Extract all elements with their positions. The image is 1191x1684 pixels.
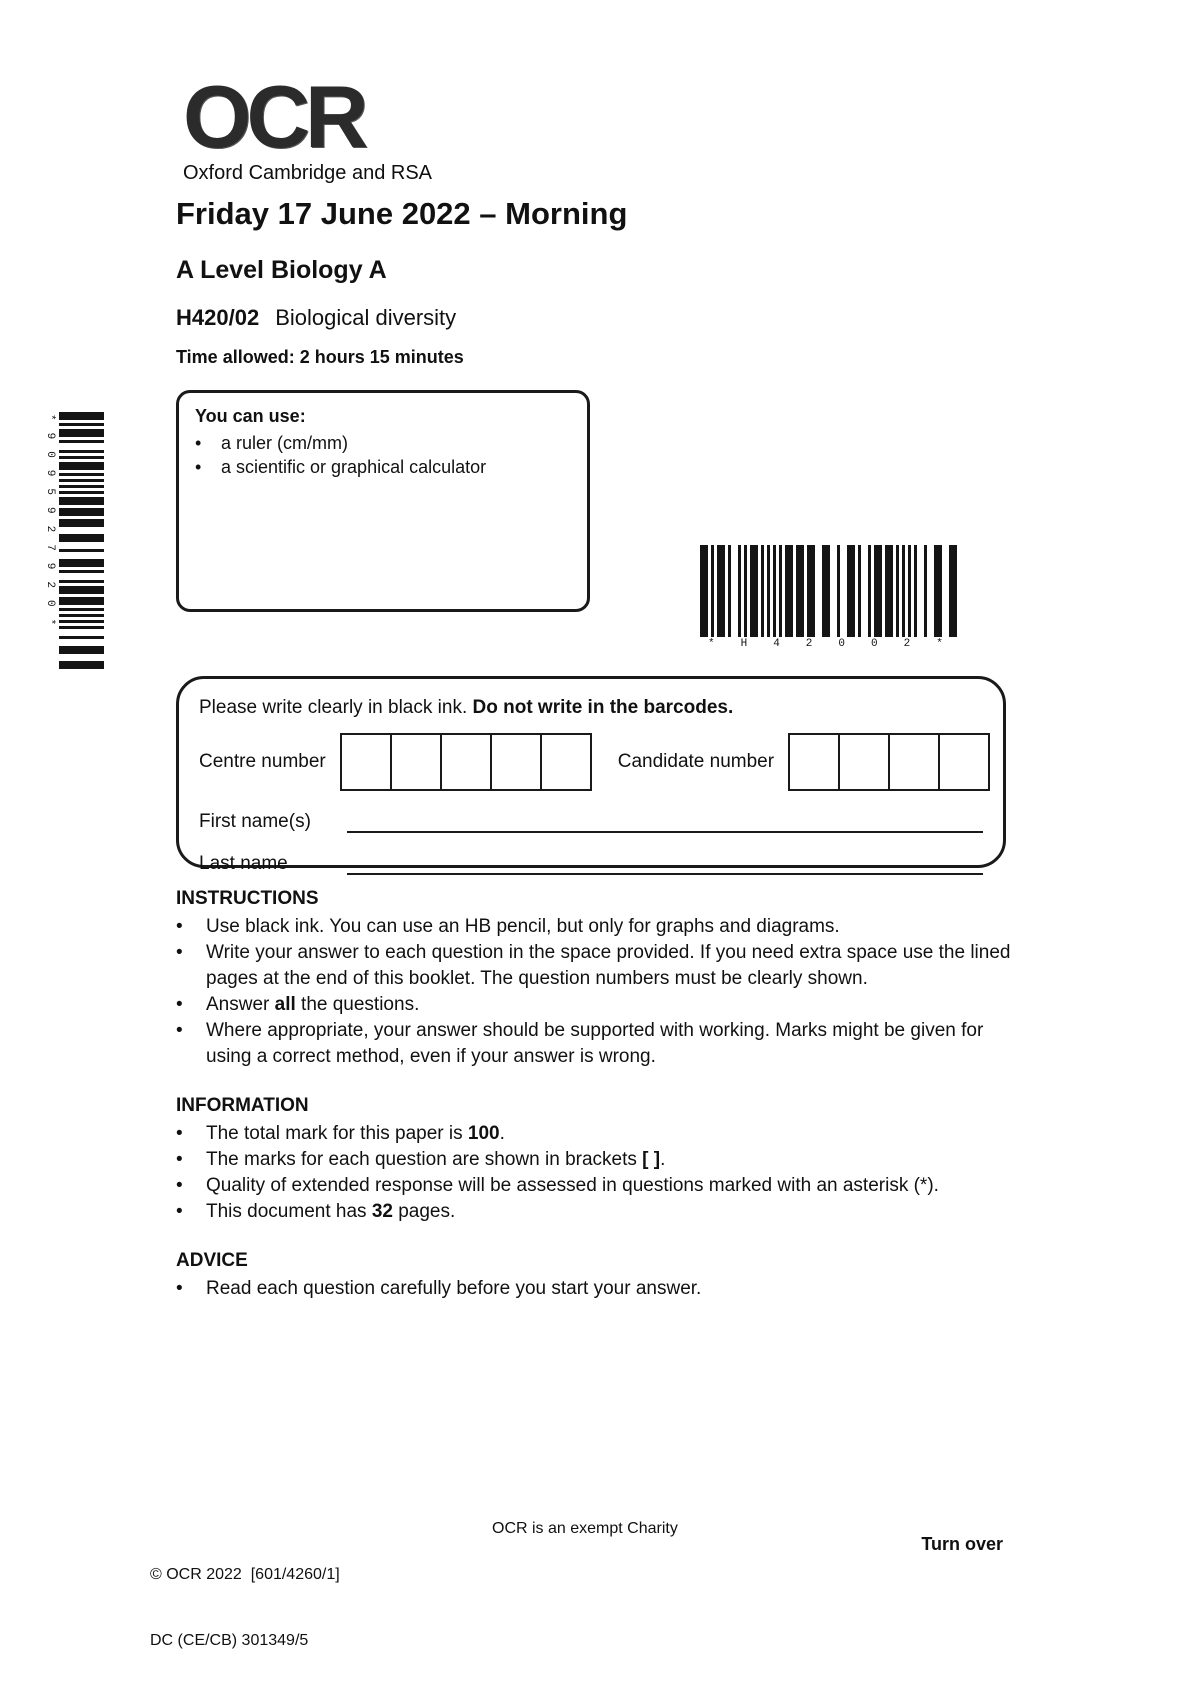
last-name-row — [199, 847, 983, 875]
footer-left — [150, 1520, 340, 1684]
paper-title: Biological diversity — [275, 305, 457, 330]
instructions-heading: INSTRUCTIONS — [176, 888, 319, 909]
list-item — [176, 940, 1016, 992]
list-item-text: a scientific or graphical calculator — [221, 457, 487, 477]
list-item-text: The total mark for this paper is 100. — [206, 1123, 505, 1144]
list-item-text: The marks for each question are shown in brackets [ ]. — [206, 1149, 666, 1170]
bullet-marker: • — [176, 942, 183, 963]
advice-section — [176, 1250, 1016, 1302]
bullet-marker: • — [176, 1149, 183, 1170]
candidate-number-label: Candidate number — [617, 751, 775, 772]
list-item — [176, 1147, 1016, 1173]
paper-code: H420/02 — [176, 305, 260, 330]
bullet-marker: • — [176, 1278, 183, 1299]
footer-copyright: © OCR 2022 [601/4260/1] — [150, 1566, 340, 1583]
first-name-label: First name(s) — [199, 811, 311, 832]
instructions-section — [176, 888, 1016, 1070]
you-can-use-box — [176, 390, 590, 612]
centre-number-cell[interactable] — [390, 733, 442, 791]
front-page-sections — [176, 888, 1016, 1327]
information-section — [176, 1095, 1016, 1225]
bullet-marker: • — [176, 1123, 183, 1144]
last-name-line[interactable] — [347, 847, 983, 875]
ocr-logo — [183, 67, 433, 185]
left-barcode-number: *9095927920* — [44, 414, 56, 638]
centre-number-cell[interactable] — [540, 733, 592, 791]
list-item-text: Where appropriate, your answer should be supported with working. Marks might be given for using a correct method, even if your answer is wrong. — [206, 1020, 984, 1067]
qualification-heading: A Level Biology A — [176, 256, 387, 284]
list-item-text: Use black ink. You can use an HB pencil, but only for graphs and diagrams. — [206, 916, 840, 937]
list-item-text: Read each question carefully before you start your answer. — [206, 1278, 702, 1299]
turn-over-label: Turn over — [921, 1534, 1003, 1554]
footer-doc-code: DC (CE/CB) 301349/5 — [150, 1632, 309, 1649]
list-item — [176, 992, 1016, 1018]
centre-number-label: Centre number — [199, 751, 326, 772]
information-list — [176, 1121, 1016, 1225]
list-item-text: This document has 32 pages. — [206, 1201, 456, 1222]
information-heading: INFORMATION — [176, 1095, 309, 1116]
list-item-text: Answer all the questions. — [206, 994, 420, 1015]
candidate-number-cell[interactable] — [838, 733, 890, 791]
exam-barcode-bars — [700, 545, 968, 637]
bullet-marker: • — [176, 994, 183, 1015]
bullet-marker: • — [195, 457, 202, 477]
advice-heading: ADVICE — [176, 1250, 248, 1271]
ink-notice: Please write clearly in black ink. Do not write in the barcodes. — [199, 697, 734, 718]
advice-list — [176, 1276, 1016, 1302]
list-item — [176, 1018, 1016, 1070]
time-allowed: Time allowed: 2 hours 15 minutes — [176, 347, 464, 367]
last-name-label: Last name — [199, 853, 288, 874]
list-item — [176, 1173, 1016, 1199]
left-vertical-barcode — [40, 412, 104, 670]
candidate-number-cell[interactable] — [888, 733, 940, 791]
number-row — [199, 733, 983, 791]
list-item-text: Write your answer to each question in the space provided. If you need extra space use the lined pages at the end of this booklet. The question numbers must be clearly shown. — [206, 942, 1011, 989]
bullet-marker: • — [176, 1175, 183, 1196]
centre-number-cell[interactable] — [340, 733, 392, 791]
bullet-marker: • — [176, 1201, 183, 1222]
exam-barcode-number: *H42002* — [708, 638, 969, 650]
footer-charity: OCR is an exempt Charity — [492, 1520, 678, 1537]
bullet-marker: • — [195, 433, 202, 453]
candidate-details-box — [176, 676, 1006, 874]
list-item-text: a ruler (cm/mm) — [221, 433, 348, 453]
list-item-text: Quality of extended response will be assessed in questions marked with an asterisk (*). — [206, 1175, 939, 1196]
paper-line — [176, 305, 456, 331]
exam-barcode — [700, 545, 968, 650]
list-item — [176, 1199, 1016, 1225]
first-name-line[interactable] — [347, 805, 983, 833]
list-item — [176, 914, 1016, 940]
first-name-row — [199, 805, 983, 833]
bullet-marker: • — [176, 1020, 183, 1041]
ocr-logo-subtitle: Oxford Cambridge and RSA — [183, 162, 433, 184]
candidate-number-cells — [788, 733, 990, 791]
ocr-logo-text: OCR — [183, 67, 364, 166]
you-can-use-title: You can use: — [195, 406, 306, 426]
centre-number-cell[interactable] — [490, 733, 542, 791]
you-can-use-list — [195, 431, 571, 479]
list-item — [195, 431, 571, 455]
instructions-list — [176, 914, 1016, 1070]
left-barcode-bars — [59, 412, 104, 670]
centre-number-cells — [340, 733, 592, 791]
candidate-number-cell[interactable] — [938, 733, 990, 791]
list-item — [195, 455, 571, 479]
candidate-number-cell[interactable] — [788, 733, 840, 791]
centre-number-cell[interactable] — [440, 733, 492, 791]
bullet-marker: • — [176, 916, 183, 937]
exam-date-heading: Friday 17 June 2022 – Morning — [176, 196, 628, 231]
list-item — [176, 1276, 1016, 1302]
list-item — [176, 1121, 1016, 1147]
